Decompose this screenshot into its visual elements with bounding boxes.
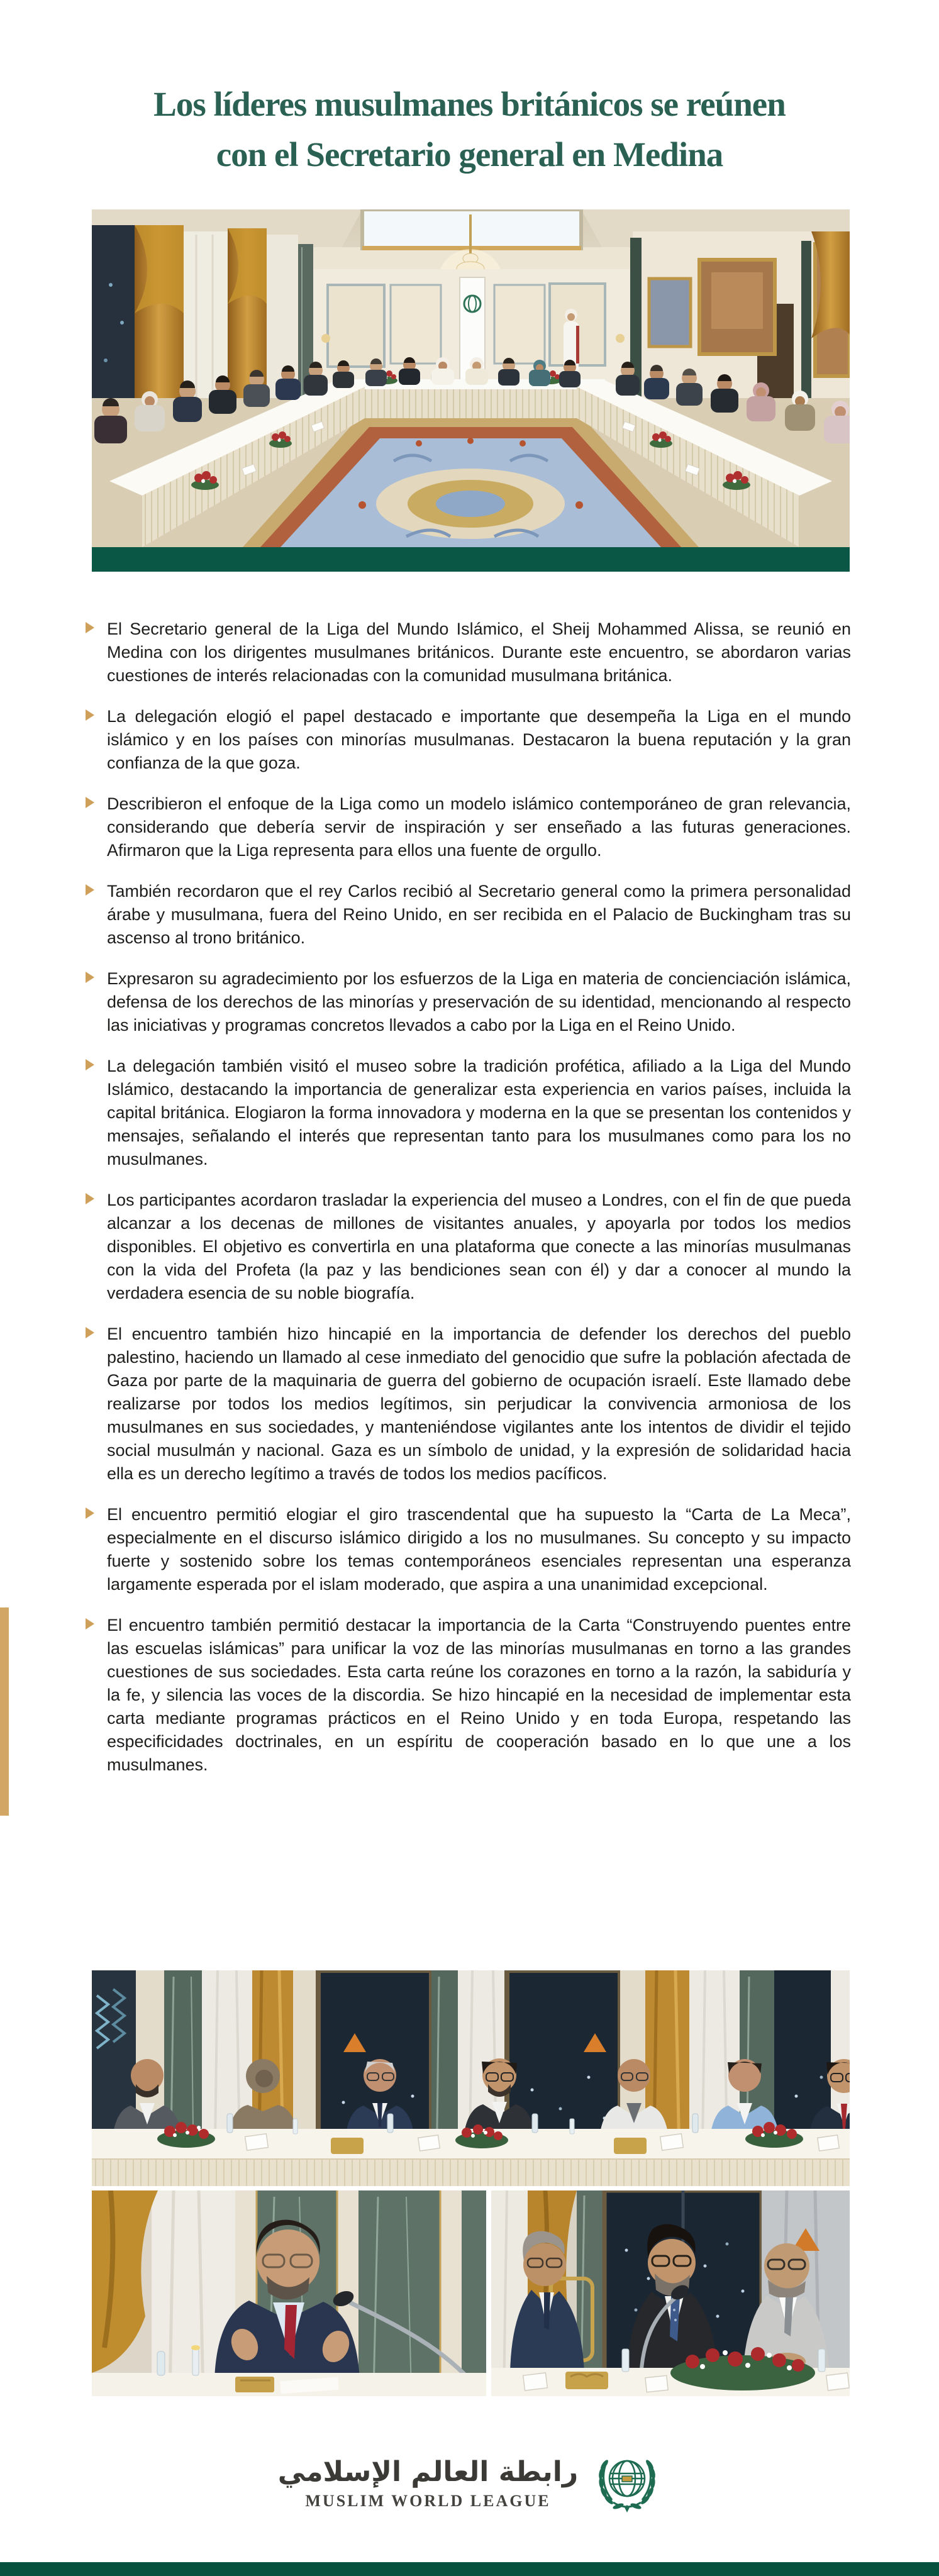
delegates-row-photo bbox=[92, 1970, 850, 2186]
delegates-row-illustration bbox=[92, 1970, 850, 2186]
gold-edge-bar bbox=[0, 1607, 9, 1816]
bullet-item: El encuentro permitió elogiar el giro trascendental que ha supuesto la “Carta de La Meca”, especialmente en el discurso islámico dirigido a los no musulmanes. Su concepto y su impacto fuerte y sostenido sobre los temas contemporáneos esenciales representan una esperanza largamente esperada por el islam moderado, que aspira a una unanimidad excepcional. bbox=[107, 1503, 851, 1596]
bullet-item: La delegación también visitó el museo sobre la tradición profética, afiliado a la Liga del Mundo Islámico, destacando la importancia de generalizar esta experiencia en varios países, incluida la capital británica. Elogiaron la forma innovadora y moderna en la que se presentan los contenidos y mensajes, señalando el interés que representan tanto para los musulmanes como para los no musulmanes. bbox=[107, 1055, 851, 1171]
article-bullet-list bbox=[107, 618, 851, 1794]
main-meeting-hall-photo bbox=[92, 209, 850, 572]
bullet-item: Los participantes acordaron trasladar la experiencia del museo a Londres, con el fin de que pueda alcanzar a los decenas de millones de visitantes anuales, y apoyarla por todos los medios disponibles. El objetivo es convertirla en una plataforma que conecte a las minorías musulmanas con la vida del Profeta (la paz y las bendiciones sean con él) y dar a conocer al mundo la verdadera esencia de su noble biografía. bbox=[107, 1189, 851, 1305]
mwl-logo bbox=[0, 2448, 939, 2516]
bottom-photo-row bbox=[92, 2190, 850, 2396]
page-title-line1: Los líderes musulmanes británicos se reúnen bbox=[153, 85, 786, 123]
mwl-emblem-icon bbox=[593, 2448, 661, 2516]
mwl-logo-text bbox=[278, 2455, 578, 2511]
page-title bbox=[0, 79, 939, 180]
panelists-photo bbox=[491, 2190, 850, 2396]
bullet-item: También recordaron que el rey Carlos recibió al Secretario general como la primera personalidad árabe y musulmana, fuera del Reino Unido, en ser recibida en el Palacio de Buckingham tras su ascenso al trono británico. bbox=[107, 880, 851, 950]
speaker-photo bbox=[92, 2190, 486, 2396]
bullet-item: Describieron el enfoque de la Liga como un modelo islámico contemporáneo de gran relevancia, considerando que debería servir de inspiración y ser enseñado a las futuras generaciones. Afirmaron que la Liga representa para ellos una fuente de orgullo. bbox=[107, 792, 851, 862]
bullet-item: Expresaron su agradecimiento por los esfuerzos de la Liga en materia de concienciación islámica, defensa de los derechos de las minorías y preservación de su identidad, mencionando al respecto las iniciativas y programas concretos llevados a cabo por la Liga en el Reino Unido. bbox=[107, 967, 851, 1037]
bullet-item: El encuentro también hizo hincapié en la importancia de defender los derechos del pueblo palestino, haciendo un llamado al cese inmediato del genocidio que sufre la población afectada de Gaza por parte de la maquinaria de guerra del gobierno de ocupación israelí. Este llamado debe realizarse por todos los medios legítimos, sin perjudicar la convivencia armoniosa de los musulmanes en sus sociedades, y manteniéndose vigilantes ante los intentos de dividir el tejido social musulmán y nacional. Gaza es un símbolo de unidad, y la expresión de solidaridad hacia ella es un derecho legítimo a través de todos los medios pacíficos. bbox=[107, 1323, 851, 1485]
bullet-item: La delegación elogió el papel destacado e importante que desempeña la Liga en el mundo islámico y en los países con minorías musulmanas. Destacaron la buena reputación y la gran confianza de la que goza. bbox=[107, 705, 851, 775]
footer-green-band bbox=[0, 2562, 939, 2576]
bullet-item: El Secretario general de la Liga del Mundo Islámico, el Sheij Mohammed Alissa, se reunió en Medina con los dirigentes musulmanes británicos. Durante este encuentro, se abordaron varias cuestiones de interés relacionadas con la comunidad musulmana británica. bbox=[107, 618, 851, 687]
bullet-item: El encuentro también permitió destacar la importancia de la Carta “Construyendo puentes entre las escuelas islámicas” para unificar la voz de las minorías musulmanas en torno a las grandes cuestiones de sus sociedades. Esta carta reúne los corazones en torno a la razón, la sabiduría y la fe, y silencia las voces de la discordia. Se hizo hincapié en la necesidad de implementar esta carta mediante programas prácticos en el Reino Unido y en toda Europa, respetando las especificidades doctrinales, en un espíritu de cooperación basado en lo que une a los musulmanes. bbox=[107, 1614, 851, 1777]
page-title-line2: con el Secretario general en Medina bbox=[216, 135, 723, 174]
mwl-logo-arabic: رابطة العالم الإسلامي bbox=[277, 2455, 579, 2488]
mwl-logo-english: MUSLIM WORLD LEAGUE bbox=[305, 2491, 551, 2510]
meeting-hall-illustration bbox=[92, 209, 850, 547]
photo-green-band bbox=[92, 547, 850, 572]
